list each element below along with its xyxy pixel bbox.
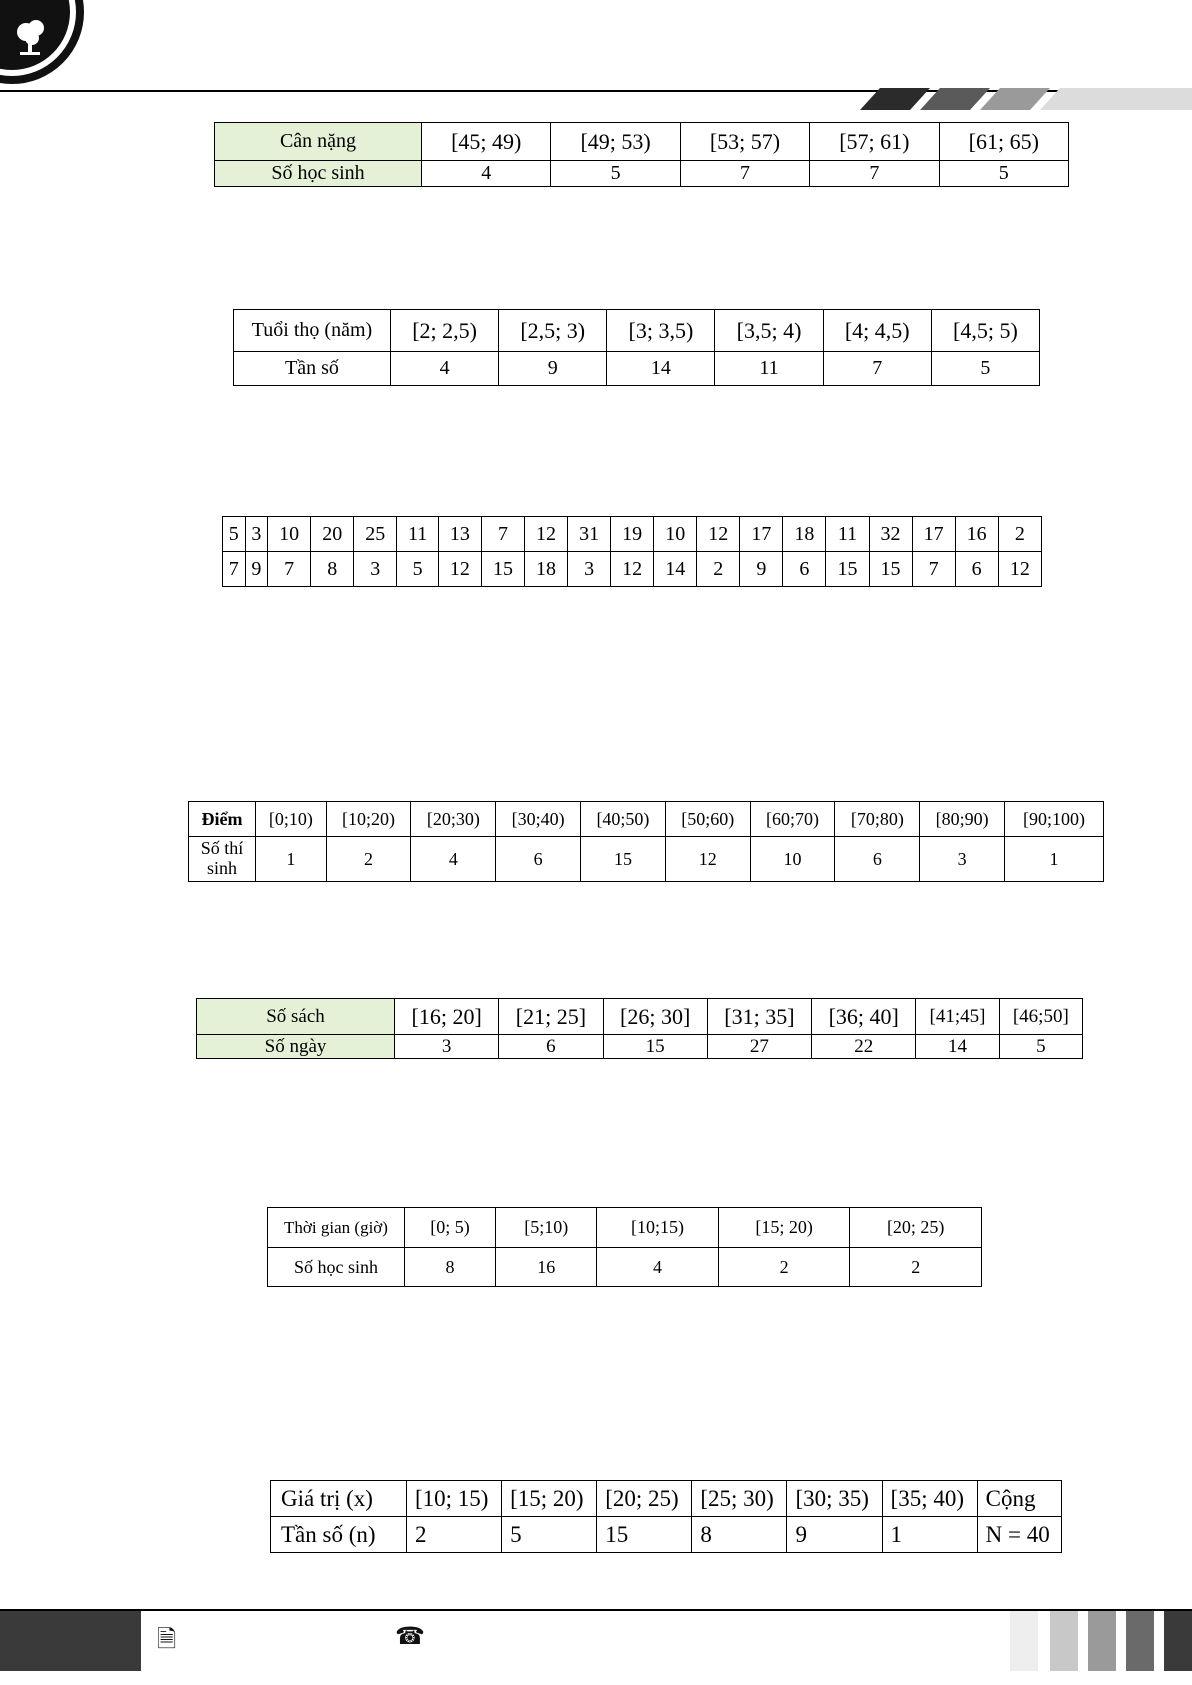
logo-badge bbox=[0, 0, 85, 85]
interval-cell: [35; 40) bbox=[882, 1481, 977, 1517]
value-cell: 5 bbox=[551, 161, 680, 187]
header-cell: Điểm bbox=[189, 802, 256, 837]
data-cell: 16 bbox=[955, 517, 998, 552]
value-cell: 7 bbox=[680, 161, 809, 187]
interval-cell: [70;80) bbox=[835, 802, 920, 837]
interval-cell: [10;20) bbox=[326, 802, 411, 837]
interval-cell: [15; 20) bbox=[502, 1481, 597, 1517]
interval-cell: [25; 30) bbox=[692, 1481, 787, 1517]
value-cell: 9 bbox=[499, 352, 607, 386]
data-cell: 11 bbox=[826, 517, 869, 552]
data-cell: 2 bbox=[697, 552, 740, 587]
interval-cell: [45; 49) bbox=[422, 123, 551, 161]
data-cell: 14 bbox=[654, 552, 697, 587]
data-cell: 2 bbox=[998, 517, 1041, 552]
value-cell: 14 bbox=[916, 1035, 999, 1059]
interval-cell: [80;90) bbox=[920, 802, 1005, 837]
total-label-cell: Cộng bbox=[977, 1481, 1061, 1517]
header-cell: Thời gian (giờ) bbox=[268, 1208, 405, 1248]
time-frequency-table bbox=[267, 1207, 982, 1287]
value-cell: 2 bbox=[850, 1248, 982, 1287]
data-cell: 17 bbox=[912, 517, 955, 552]
interval-cell: [3,5; 4) bbox=[715, 310, 823, 352]
data-cell: 3 bbox=[245, 517, 268, 552]
data-cell: 18 bbox=[525, 552, 568, 587]
data-cell: 8 bbox=[311, 552, 354, 587]
data-cell: 7 bbox=[481, 517, 524, 552]
value-cell: 5 bbox=[939, 161, 1068, 187]
value-cell: 4 bbox=[391, 352, 499, 386]
interval-cell: [4,5; 5) bbox=[931, 310, 1039, 352]
score-frequency-table bbox=[188, 801, 1104, 882]
phone-icon: ☎ bbox=[395, 1624, 425, 1650]
interval-cell: [4; 4,5) bbox=[823, 310, 931, 352]
value-cell: 14 bbox=[607, 352, 715, 386]
value-cell: 8 bbox=[405, 1248, 496, 1287]
interval-cell: [10;15) bbox=[597, 1208, 718, 1248]
lifespan-frequency-table bbox=[233, 309, 1040, 386]
value-cell: 15 bbox=[597, 1517, 692, 1553]
value-cell: 4 bbox=[411, 837, 496, 882]
data-cell: 12 bbox=[438, 552, 481, 587]
header-stripes bbox=[855, 88, 1192, 114]
value-cell: 3 bbox=[920, 837, 1005, 882]
data-cell: 9 bbox=[740, 552, 783, 587]
interval-cell: [20; 25) bbox=[850, 1208, 982, 1248]
total-value-cell: N = 40 bbox=[977, 1517, 1061, 1553]
interval-cell: [57; 61) bbox=[810, 123, 939, 161]
interval-cell: [30;40) bbox=[496, 802, 581, 837]
data-cell: 5 bbox=[223, 517, 246, 552]
value-cell: 6 bbox=[499, 1035, 603, 1059]
value-cell: 2 bbox=[407, 1517, 502, 1553]
interval-cell: [21; 25] bbox=[499, 999, 603, 1035]
interval-cell: [20;30) bbox=[411, 802, 496, 837]
value-cell: 27 bbox=[707, 1035, 811, 1059]
data-cell: 15 bbox=[481, 552, 524, 587]
value-cell: 7 bbox=[823, 352, 931, 386]
data-cell: 18 bbox=[783, 517, 826, 552]
data-cell: 3 bbox=[354, 552, 397, 587]
value-cell: 5 bbox=[931, 352, 1039, 386]
header-cell: Cân nặng bbox=[215, 123, 422, 161]
value-cell: 5 bbox=[999, 1035, 1082, 1059]
value-cell: 8 bbox=[692, 1517, 787, 1553]
header-cell: Số thí sinh bbox=[189, 837, 256, 882]
interval-cell: [60;70) bbox=[750, 802, 835, 837]
value-cell: 1 bbox=[882, 1517, 977, 1553]
header-cell: Tần số bbox=[234, 352, 391, 386]
value-cell: 4 bbox=[422, 161, 551, 187]
value-cell: 2 bbox=[326, 837, 411, 882]
data-cell: 31 bbox=[568, 517, 611, 552]
interval-cell: [46;50] bbox=[999, 999, 1082, 1035]
footer-block bbox=[0, 1611, 141, 1671]
data-cell: 7 bbox=[223, 552, 246, 587]
value-cell: 5 bbox=[502, 1517, 597, 1553]
data-cell: 17 bbox=[740, 517, 783, 552]
data-cell: 7 bbox=[268, 552, 311, 587]
data-cell: 13 bbox=[438, 517, 481, 552]
interval-cell: [30; 35) bbox=[787, 1481, 882, 1517]
interval-cell: [53; 57) bbox=[680, 123, 809, 161]
header-cell: Tần số (n) bbox=[271, 1517, 407, 1553]
data-cell: 12 bbox=[697, 517, 740, 552]
data-cell: 6 bbox=[955, 552, 998, 587]
data-cell: 12 bbox=[998, 552, 1041, 587]
interval-cell: [0; 5) bbox=[405, 1208, 496, 1248]
interval-cell: [41;45] bbox=[916, 999, 999, 1035]
data-cell: 20 bbox=[311, 517, 354, 552]
data-cell: 32 bbox=[869, 517, 912, 552]
value-cell: 4 bbox=[597, 1248, 718, 1287]
value-cell: 15 bbox=[603, 1035, 707, 1059]
value-cell: 15 bbox=[581, 837, 666, 882]
data-cell: 12 bbox=[525, 517, 568, 552]
footer-stripes bbox=[1010, 1611, 1192, 1671]
header-cell: Số sách bbox=[197, 999, 395, 1035]
header-cell: Số học sinh bbox=[215, 161, 422, 187]
interval-cell: [2,5; 3) bbox=[499, 310, 607, 352]
data-cell: 15 bbox=[826, 552, 869, 587]
interval-cell: [50;60) bbox=[665, 802, 750, 837]
interval-cell: [16; 20] bbox=[395, 999, 499, 1035]
value-cell: 3 bbox=[395, 1035, 499, 1059]
data-cell: 9 bbox=[245, 552, 268, 587]
header-cell: Số ngày bbox=[197, 1035, 395, 1059]
interval-cell: [40;50) bbox=[581, 802, 666, 837]
interval-cell: [26; 30] bbox=[603, 999, 707, 1035]
value-cell: 9 bbox=[787, 1517, 882, 1553]
interval-cell: [5;10) bbox=[496, 1208, 597, 1248]
interval-cell: [90;100) bbox=[1005, 802, 1104, 837]
raw-data-table bbox=[222, 516, 1042, 587]
interval-cell: [3; 3,5) bbox=[607, 310, 715, 352]
document-icon: 🗎 bbox=[157, 1627, 177, 1653]
value-cell: 1 bbox=[1005, 837, 1104, 882]
header-cell: Số học sinh bbox=[268, 1248, 405, 1287]
value-cell: 6 bbox=[835, 837, 920, 882]
interval-cell: [15; 20) bbox=[718, 1208, 850, 1248]
value-cell: 16 bbox=[496, 1248, 597, 1287]
data-cell: 25 bbox=[354, 517, 397, 552]
data-cell: 6 bbox=[783, 552, 826, 587]
interval-cell: [10; 15) bbox=[407, 1481, 502, 1517]
value-cell: 22 bbox=[812, 1035, 916, 1059]
data-cell: 7 bbox=[912, 552, 955, 587]
interval-cell: [20; 25) bbox=[597, 1481, 692, 1517]
value-cell: 6 bbox=[496, 837, 581, 882]
interval-cell: [61; 65) bbox=[939, 123, 1068, 161]
data-cell: 15 bbox=[869, 552, 912, 587]
value-cell: 10 bbox=[750, 837, 835, 882]
value-frequency-table bbox=[270, 1480, 1062, 1553]
data-cell: 19 bbox=[611, 517, 654, 552]
interval-cell: [36; 40] bbox=[812, 999, 916, 1035]
header-cell: Giá trị (x) bbox=[271, 1481, 407, 1517]
data-cell: 10 bbox=[268, 517, 311, 552]
data-cell: 12 bbox=[611, 552, 654, 587]
weight-frequency-table bbox=[214, 122, 1069, 187]
value-cell: 12 bbox=[665, 837, 750, 882]
data-cell: 10 bbox=[654, 517, 697, 552]
data-cell: 11 bbox=[397, 517, 439, 552]
header-cell: Tuổi thọ (năm) bbox=[234, 310, 391, 352]
interval-cell: [0;10) bbox=[256, 802, 327, 837]
interval-cell: [31; 35] bbox=[707, 999, 811, 1035]
data-cell: 5 bbox=[397, 552, 439, 587]
interval-cell: [49; 53) bbox=[551, 123, 680, 161]
data-cell: 3 bbox=[568, 552, 611, 587]
value-cell: 7 bbox=[810, 161, 939, 187]
value-cell: 2 bbox=[718, 1248, 850, 1287]
value-cell: 11 bbox=[715, 352, 823, 386]
interval-cell: [2; 2,5) bbox=[391, 310, 499, 352]
books-frequency-table bbox=[196, 998, 1083, 1059]
value-cell: 1 bbox=[256, 837, 327, 882]
